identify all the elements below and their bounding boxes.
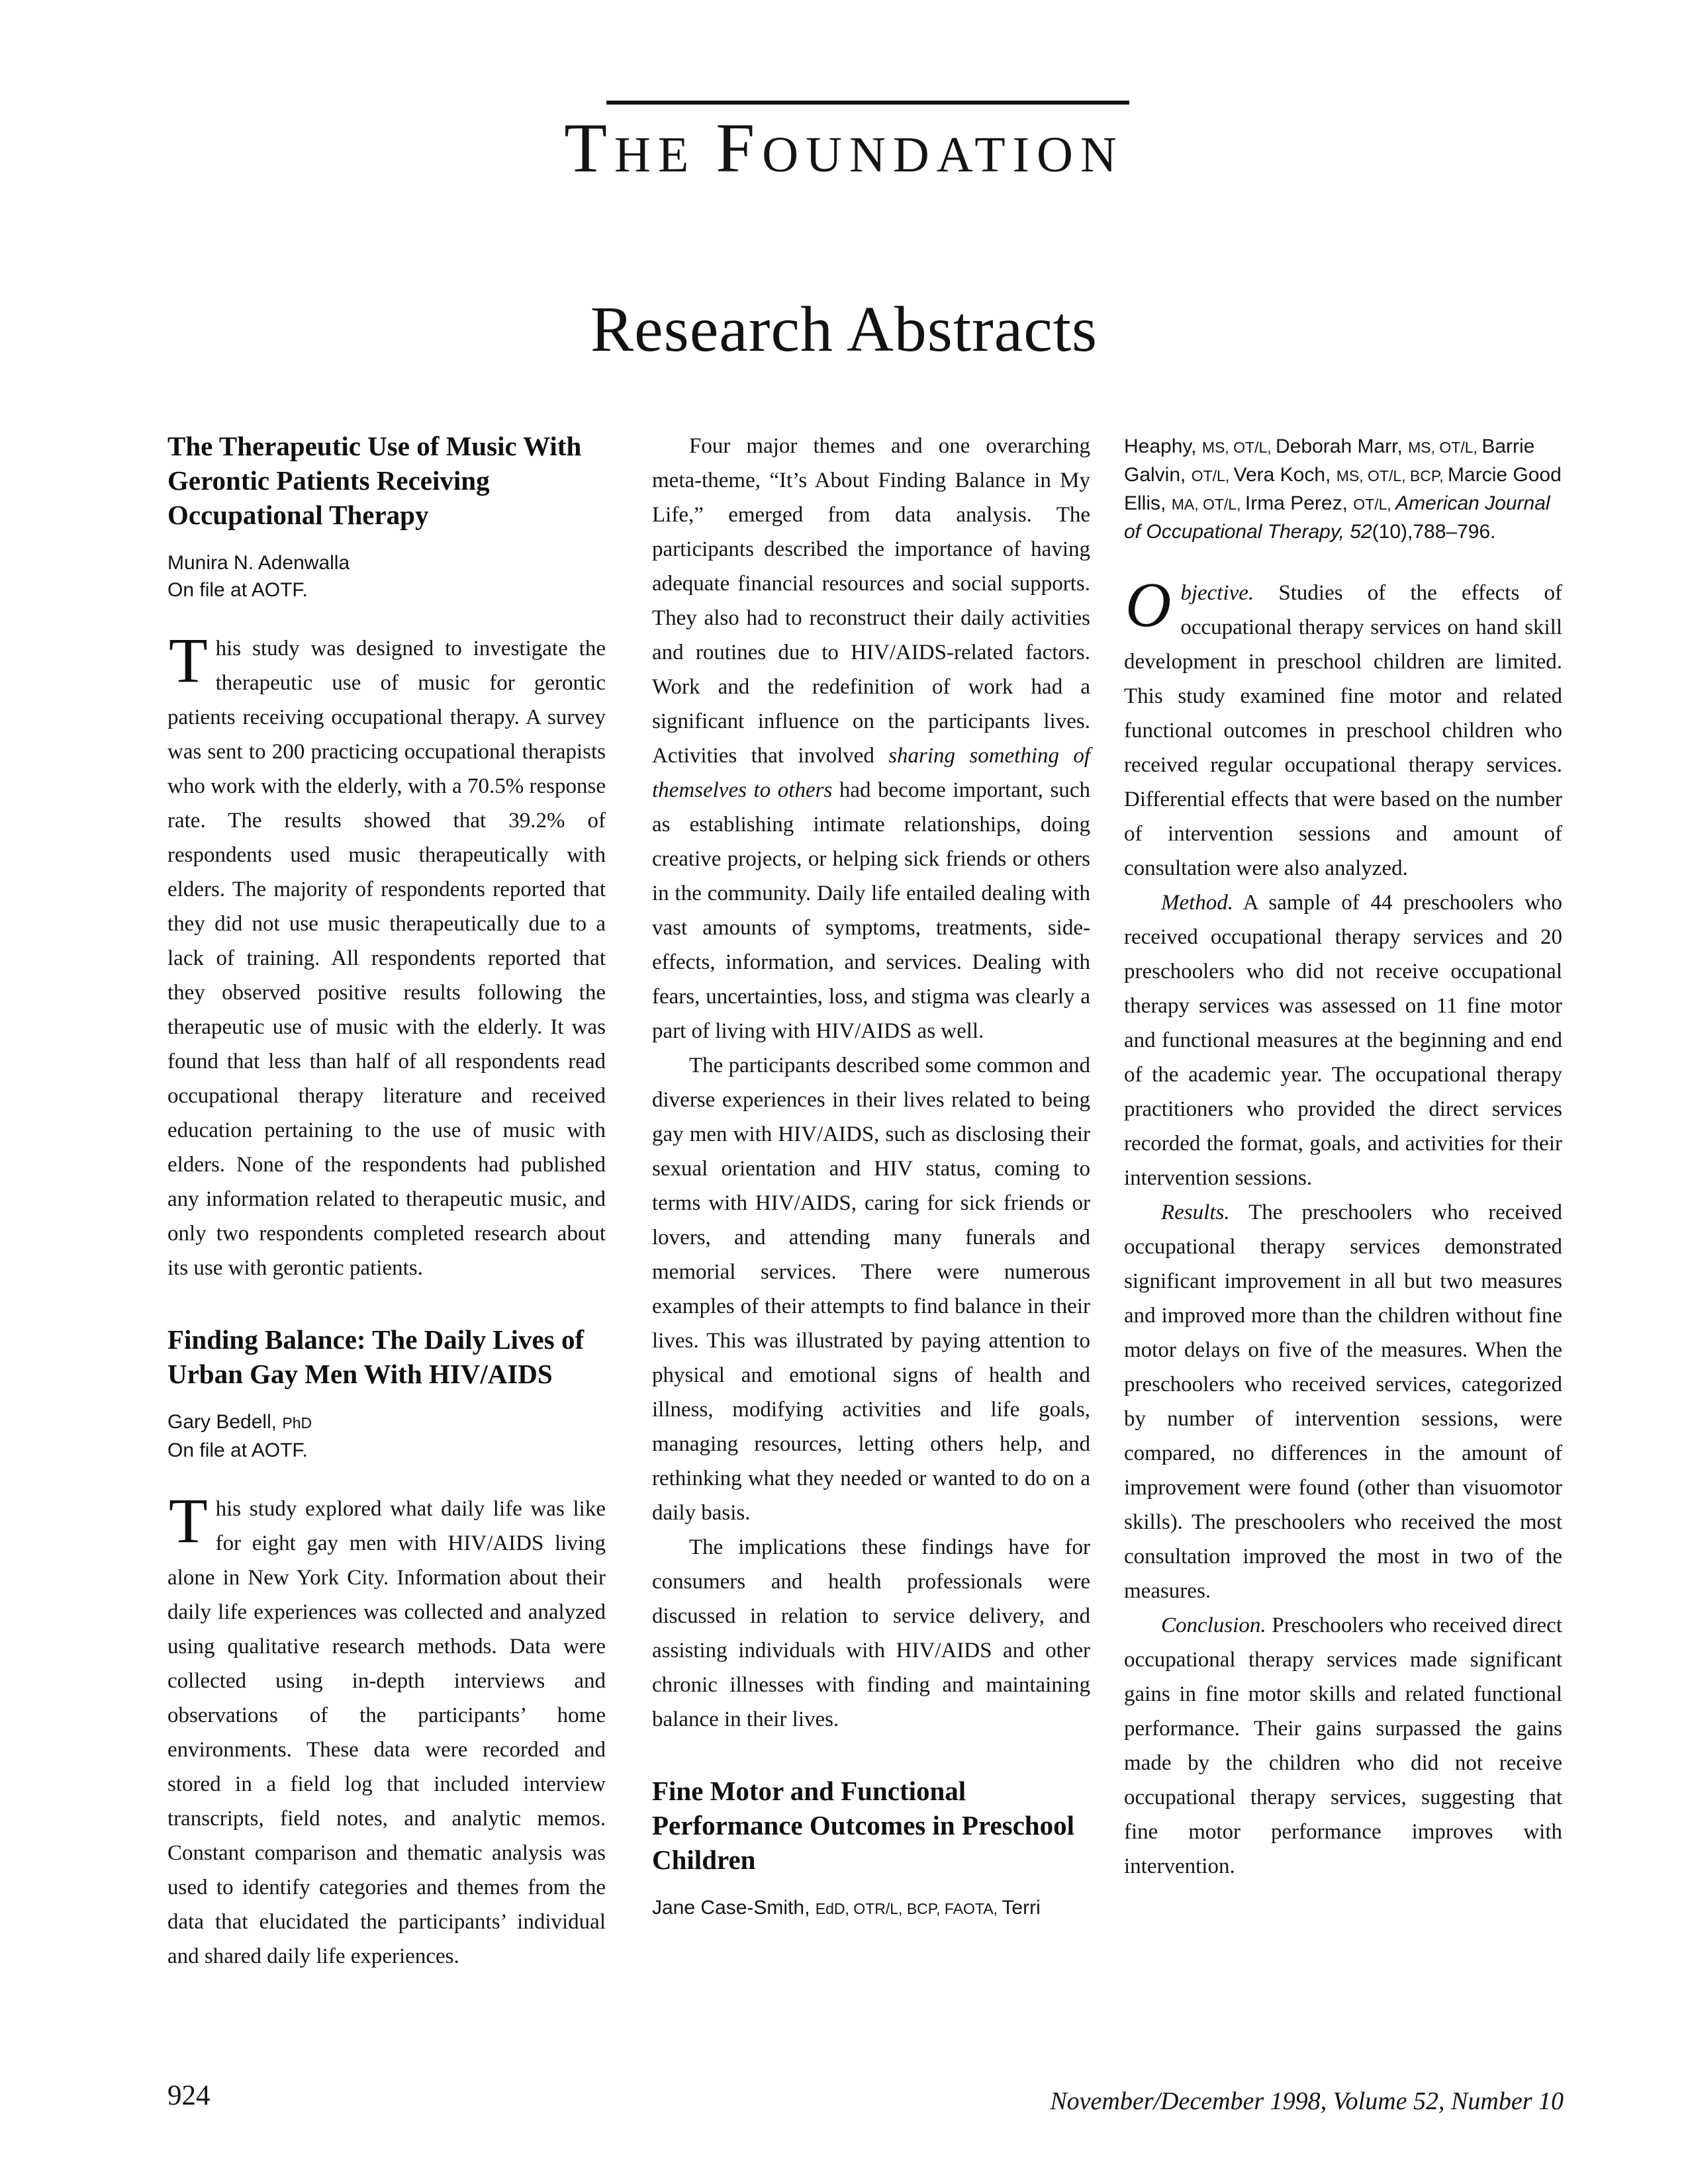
byline-music-author: Munira N. Adenwalla [167,552,350,574]
abstract-finemotor-objective: Objective. Studies of the effects of occupational therapy services on hand skill development in preschool children are limited. This study examined fine motor and related functional outcomes in preschool children who received regular occupational therapy services. Differential effects that were based on the number of intervention sessions and amount of consultation were also analyzed. [1124,569,1562,880]
abstract-balance-paragraph-2: Four major themes and one overarching meta-theme, “It’s About Finding Balance in My Life,” emerged from data analysis. The participants described the importance of having adequate financial resources and social supports. They also had to reconstruct their daily activities and routines due to HIV/AIDS-related factors. Work and the redefinition of work had a significant influence on the participants lives. Activities that involved sharing something of themselves to others had become important, such as establishing intimate relationships, doing creative projects, or helping sick friends or others in the community. Daily life entailed dealing with vast amounts of symptoms, treatments, side-effects, information, and services. Dealing with fears, uncertainties, loss, and stigma was clearly a part of living with HIV/AIDS as well. [652,434,1091,1043]
column-middle [652,429,1090,1950]
byline-finemotor-part2: Heaphy, MS, OT/L, Deborah Marr, MS, OT/L, Barrie Galvin, OT/L, Vera Koch, MS, OT/L, BCP, Marcie Good Ellis, MA, OT/L, Irma Perez, OT/L, American Journal of Occupational Therapy, 52(10),788–796. [1124,435,1562,543]
byline-balance-source: On file at AOTF. [167,1439,308,1461]
masthead-wordmark: THE FOUNDATION [564,109,1124,187]
byline-music [167,549,606,604]
byline-finemotor-part1: Jane Case-Smith, EdD, OTR/L, BCP, FAOTA, Terri [652,1897,1041,1919]
byline-music-source: On file at AOTF. [167,579,308,601]
byline-balance-author: Gary Bedell, PhD [167,1411,312,1433]
journal-issue-line: November/December 1998, Volume 52, Number 10 [1050,2087,1564,2115]
abstract-body-music: This study was designed to investigate the therapeutic use of music for gerontic patients receiving occupational therapy. A survey was sent to 200 practicing occupational therapists who work with the elderly, with a 70.5% response rate. The results showed that 39.2% of respondents used music therapeutically with elders. The majority of respondents reported that they did not use music therapeutically due to a lack of training. All respondents reported that they observed positive results following the therapeutic use of music with the elderly. It was found that less than half of all respondents read occupational therapy literature and received education pertaining to the use of music with elders. None of the respondents had published any information related to therapeutic music, and only two respondents completed research about its use with gerontic patients. [167,625,606,1280]
abstract-finemotor-results: Results. The preschoolers who received occupational therapy services demonstrated significant improvement in all but two measures and improved more than the children without fine motor delays on five of the measures. When the preschoolers who received services, categorized by number of intervention sessions, were compared, no differences in the amount of improvement were found (other than visuomotor skills). The preschoolers who received the most consultation improved the most in two of the measures. [1124,1201,1562,1603]
abstract-balance-paragraph-4: The implications these findings have for consumers and health professionals were discussed in relation to service delivery, and assisting individuals with HIV/AIDS and other chronic illnesses with finding and maintaining balance in their lives. [652,1535,1090,1731]
masthead-rule [606,101,1129,105]
byline-balance [167,1408,606,1464]
page-number: 924 [167,2080,211,2111]
column-left [167,429,606,1974]
abstract-title-music: The Therapeutic Use of Music With Gerontic Patients Receiving Occupational Therapy [167,431,582,530]
page-title: Research Abstracts [590,294,1098,365]
abstract-finemotor-method: Method. A sample of 44 preschoolers who received occupational therapy services and 20 preschoolers who did not receive occupational therapy services was assessed on 11 fine motor and functional measures at the beginning and end of the academic year. The occupational therapy practitioners who provided the direct services recorded the format, goals, and activities for their intervention sessions. [1124,891,1562,1190]
abstract-balance-paragraph-3: The participants described some common and diverse experiences in their lives related to being gay men with HIV/AIDS, such as disclosing their sexual orientation and HIV status, coming to terms with HIV/AIDS, caring for sick friends or lovers, and attending many funerals and memorial services. There were numerous examples of their attempts to find balance in their lives. This was illustrated by paying attention to physical and emotional signs of health and illness, modifying activities and life goals, managing resources, letting others help, and rethinking what they needed or wanted to do on a daily basis. [652,1054,1090,1525]
abstract-balance-paragraph-1: This study explored what daily life was like for eight gay men with HIV/AIDS living alone in New York City. Information about their daily life experiences was collected and analyzed using qualitative research methods. Data were collected using in-depth interviews and observations of the participants’ home environments. These data were recorded and stored in a field log that included interview transcripts, field notes, and analytic memos. Constant comparison and thematic analysis was used to identify categories and themes from the data that elucidated the participants’ individual and shared daily life experiences. [167,1485,606,1968]
abstract-title-balance: Finding Balance: The Daily Lives of Urban Gay Men With HIV/AIDS [167,1324,585,1389]
abstract-finemotor-conclusion: Conclusion. Preschoolers who received direct occupational therapy services made significant gains in fine motor skills and related functional performance. Their gains surpassed the gains made by the children who did not receive occupational therapy services, suggesting that fine motor performance improves with intervention. [1124,1614,1562,1878]
column-right [1124,429,1562,1884]
abstract-title-finemotor: Fine Motor and Functional Performance Outcomes in Preschool Children [652,1776,1074,1875]
